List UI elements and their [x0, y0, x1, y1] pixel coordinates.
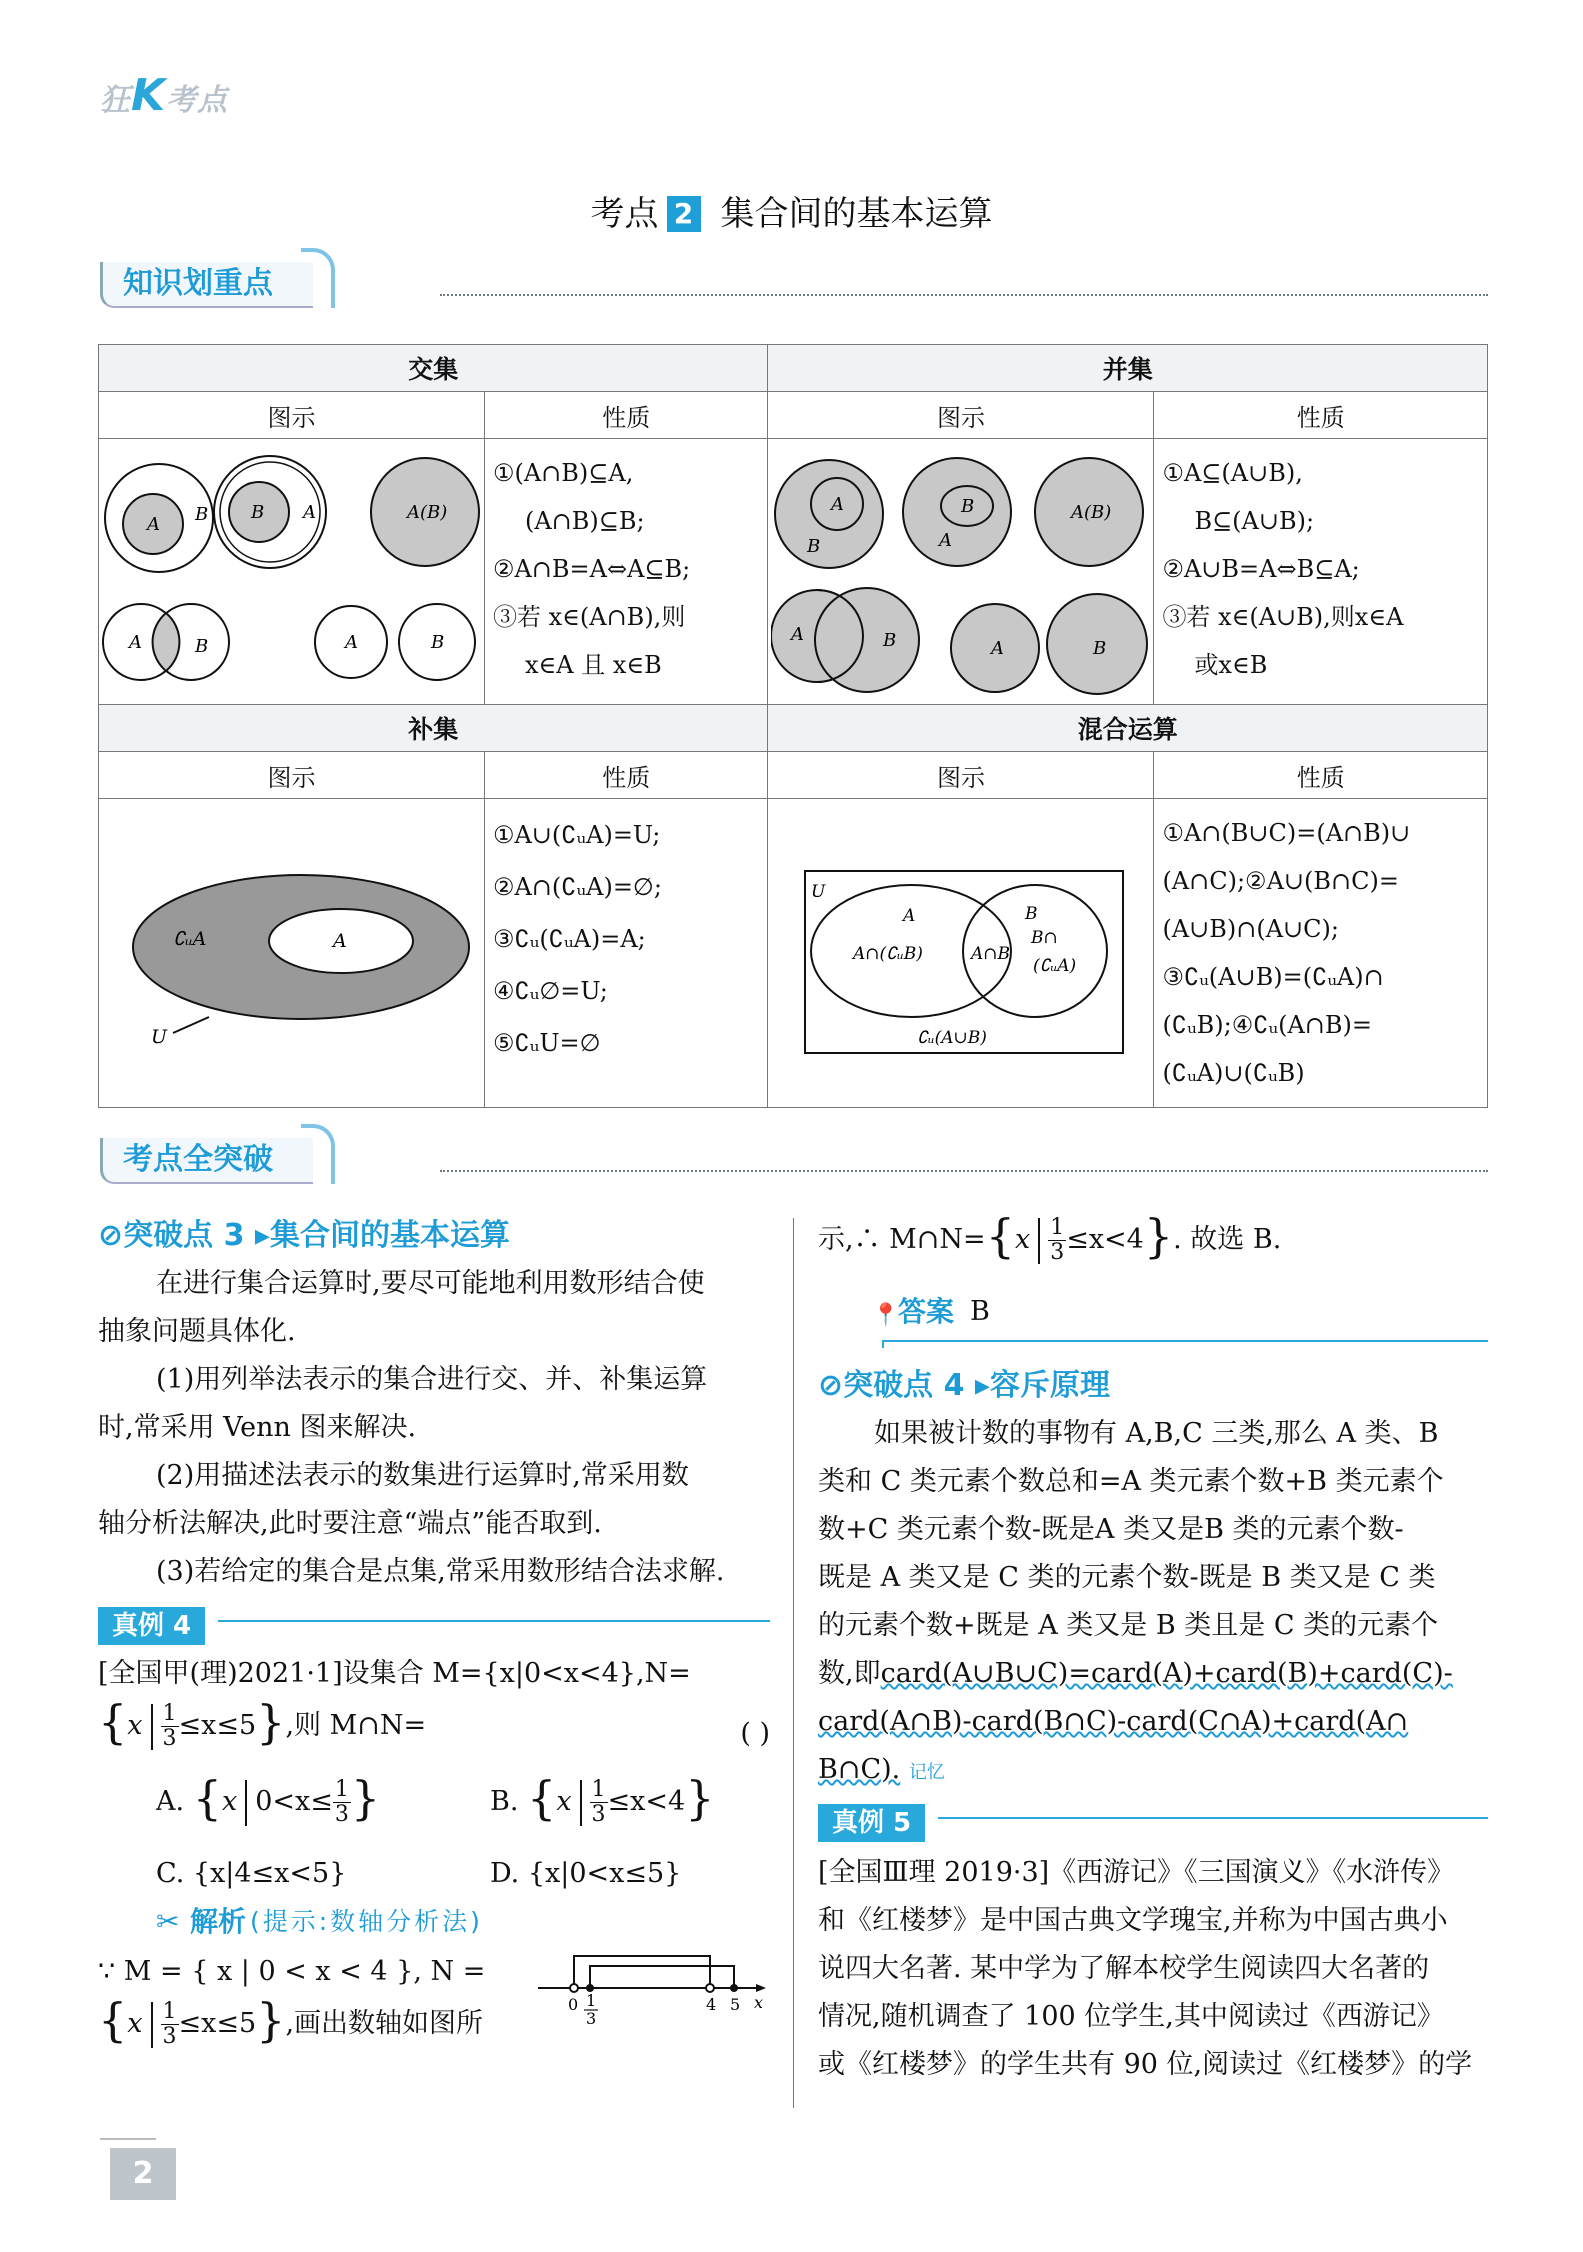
subheader-figure: 图示 [99, 392, 485, 439]
svg-text:4: 4 [706, 1995, 717, 2014]
options-ab: A. {x 0<x≤ $\frac{1}{3}$ } B. {x $\frac{1}{3}$ ≤x<4} [156, 1771, 715, 1827]
header-complement: 补集 [99, 705, 768, 752]
svg-text:A: A [990, 637, 1004, 659]
svg-text:A(B): A(B) [407, 501, 448, 523]
left-column [98, 1212, 770, 2072]
paragraph: (1)用列举法表示的集合进行交、并、补集运算 [156, 1364, 708, 1395]
svg-text:U: U [810, 882, 826, 902]
example-5-header: 真例 5 [818, 1799, 1488, 1843]
header-intersection: 交集 [99, 345, 768, 392]
subheader-property: 性质 [1154, 392, 1488, 439]
paragraph: (3)若给定的集合是点集,常采用数形结合法求解. [156, 1556, 725, 1587]
knowledge-table [98, 344, 1488, 1108]
subheader-figure: 图示 [768, 392, 1154, 439]
svg-text:0: 0 [568, 1995, 579, 2014]
svg-text:A∩B: A∩B [970, 944, 1010, 964]
svg-text:B: B [1092, 637, 1107, 659]
paragraph: (2)用描述法表示的数集进行运算时,常采用数 [156, 1460, 689, 1491]
intersection-venn-figure [99, 439, 485, 705]
page-number-rule [100, 2138, 156, 2140]
section-banner-breakthrough: 考点全突破 [100, 1138, 1488, 1188]
svg-text:∁ᵤA: ∁ᵤA [173, 928, 207, 950]
question-text: 或《红楼梦》的学生共有 90 位,阅读过《红楼梦》的学 [818, 2049, 1473, 2080]
section-banner-knowledge: 知识划重点 [100, 262, 1488, 312]
svg-text:5: 5 [730, 1995, 741, 2014]
svg-text:A: A [303, 501, 317, 523]
mixed-venn-figure [768, 799, 1154, 1108]
paragraph: 抽象问题具体化. [98, 1316, 296, 1347]
paragraph: 数+C 类元素个数-既是A 类又是B 类的元素个数- [818, 1514, 1404, 1545]
question-line-2: {x $\frac{1}{3}$ ≤x≤5},则 M∩N= ( ) [98, 1695, 770, 1751]
svg-text:A: A [938, 529, 952, 551]
solution-text: ∵ M = { x | 0 < x < 4 }, N = [98, 1956, 486, 1987]
question-text: 情况,随机调查了 100 位学生,其中阅读过《西游记》 [818, 2001, 1444, 2032]
column-divider [793, 1218, 794, 2108]
svg-text:x: x [754, 1993, 764, 2012]
svg-text:3: 3 [586, 2009, 597, 2024]
svg-text:A: A [830, 493, 844, 515]
question-text: [全国甲(理)2021·1]设集合 M={x|0<x<4},N= [98, 1658, 691, 1689]
paragraph: 时,常采用 Venn 图来解决. [98, 1412, 417, 1443]
subheader-figure: 图示 [99, 752, 485, 799]
paragraph: 的元素个数+既是 A 类又是 B 类且是 C 类的元素个 [818, 1610, 1439, 1641]
question-text: 说四大名著. 某中学为了解本校学生阅读四大名著的 [818, 1953, 1430, 1984]
union-properties: ①A⊆(A∪B), B⊆(A∪B); ②A∪B=A⇔B⊆A; ③若 x∈(A∪B),则x∈A 或x∈B [1154, 439, 1488, 705]
paragraph: 轴分析法解决,此时要注意“端点”能否取到. [98, 1508, 602, 1539]
svg-text:1: 1 [586, 1991, 597, 2010]
svg-text:A(B): A(B) [1070, 501, 1112, 523]
svg-text:B: B [882, 629, 897, 651]
svg-text:A: A [902, 906, 916, 926]
complement-properties: ①A∪(∁ᵤA)=U; ②A∩(∁ᵤA)=∅; ③∁ᵤ(∁ᵤA)=A; ④∁ᵤ∅=U; ⑤∁ᵤU=∅ [484, 799, 768, 1108]
header-mixed: 混合运算 [768, 705, 1488, 752]
solution-continued: 示,∴ M∩N={x $\frac{1}{3}$ ≤x<4}. 故选 B. [818, 1209, 1282, 1265]
svg-text:U: U [151, 1026, 168, 1048]
svg-text:A∩(∁ᵤB): A∩(∁ᵤB) [852, 944, 923, 964]
svg-text:B: B [431, 631, 445, 653]
page-number: 2 [110, 2148, 176, 2200]
svg-text:B: B [960, 495, 975, 517]
page-title: 考点 2 集合间的基本运算 [590, 194, 993, 234]
intersection-properties: ①(A∩B)⊆A, (A∩B)⊆B; ②A∩B=A⇔A⊆B; ③若 x∈(A∩B),则 x∈A 且 x∈B [484, 439, 768, 705]
paragraph: B∩C). 记忆 [818, 1754, 945, 1785]
svg-text:∁ᵤ(A∪B): ∁ᵤ(A∪B) [916, 1028, 987, 1048]
svg-text:B: B [251, 501, 265, 523]
paragraph: 在进行集合运算时,要尽可能地利用数形结合使 [156, 1268, 705, 1299]
svg-text:A: A [333, 930, 348, 952]
breakthrough-point-4-title: ⊘突破点 4 ▸容斥原理 [818, 1368, 1110, 1403]
svg-text:(∁ᵤA): (∁ᵤA) [1032, 956, 1077, 976]
complement-venn-figure [99, 799, 485, 1108]
example-4-header: 真例 4 [98, 1602, 770, 1646]
svg-text:A: A [147, 513, 161, 535]
question-text: 和《红楼梦》是中国古典文学瑰宝,并称为中国古典小 [818, 1905, 1448, 1936]
union-venn-figure [768, 439, 1154, 705]
brand-logo: 狂K考点 [100, 70, 229, 121]
subheader-property: 性质 [484, 752, 768, 799]
subheader-property: 性质 [1154, 752, 1488, 799]
svg-text:B: B [806, 535, 821, 557]
paragraph: 类和 C 类元素个数总和=A 类元素个数+B 类元素个 [818, 1466, 1444, 1497]
svg-text:B: B [1024, 904, 1038, 924]
number-line-figure [534, 1944, 770, 2024]
question-text: [全国Ⅲ理 2019·3]《西游记》《三国演义》《水浒传》 [818, 1857, 1455, 1888]
svg-text:B: B [195, 503, 209, 525]
paragraph: card(A∩B)-card(B∩C)-card(C∩A)+card(A∩ [818, 1706, 1409, 1737]
solution-header: ✂ 解析 (提示:数轴分析法) [156, 1905, 483, 1938]
svg-text:B: B [195, 635, 209, 657]
answer-row: 📍 答案 B [818, 1288, 1488, 1346]
solution-line-2: {x $\frac{1}{3}$ ≤x≤5},画出数轴如图所 [98, 1993, 484, 2049]
breakthrough-point-3-title: ⊘突破点 3 ▸集合间的基本运算 [98, 1218, 510, 1253]
svg-text:B∩: B∩ [1030, 928, 1058, 948]
subheader-figure: 图示 [768, 752, 1154, 799]
subheader-property: 性质 [484, 392, 768, 439]
right-column [818, 1209, 1488, 2089]
svg-text:A: A [129, 631, 143, 653]
header-union: 并集 [768, 345, 1488, 392]
svg-text:A: A [790, 623, 804, 645]
mixed-properties: ①A∩(B∪C)=(A∩B)∪ (A∩C);②A∪(B∩C)= (A∪B)∩(A∪C); ③∁ᵤ(A∪B)=(∁ᵤA)∩ (∁ᵤB);④∁ᵤ(A∩B)= (∁ᵤA)∪(∁ᵤB) [1154, 799, 1488, 1108]
svg-text:A: A [345, 631, 359, 653]
paragraph: 如果被计数的事物有 A,B,C 三类,那么 A 类、B [874, 1418, 1439, 1449]
options-cd: C. {x|4≤x<5} D. {x|0<x≤5} [156, 1858, 682, 1889]
paragraph: 既是 A 类又是 C 类的元素个数-既是 B 类又是 C 类 [818, 1562, 1436, 1593]
paragraph: 数,即card(A∪B∪C)=card(A)+card(B)+card(C)- [818, 1658, 1453, 1689]
